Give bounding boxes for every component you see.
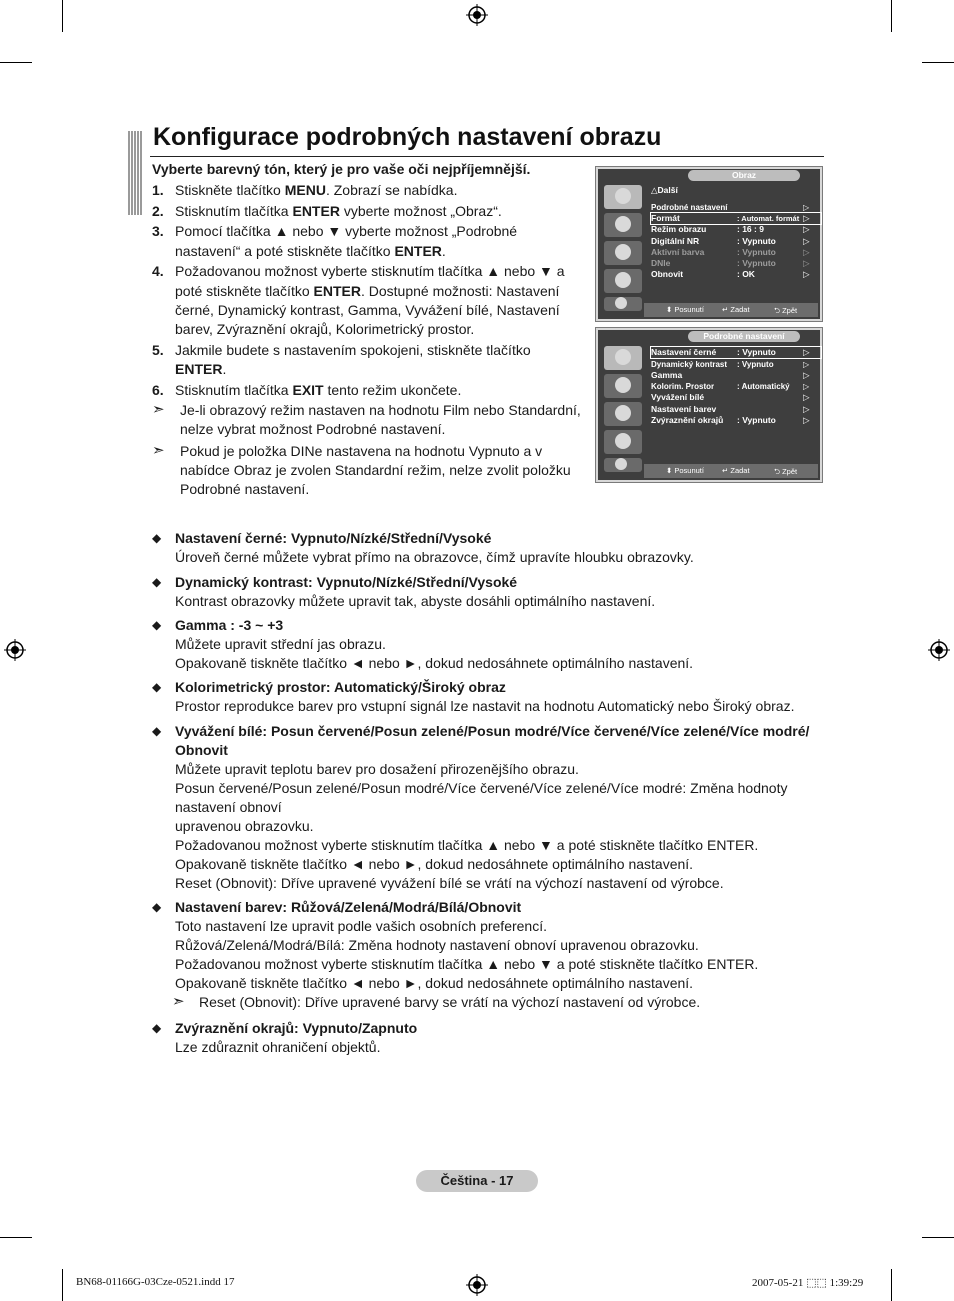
bullet-section: ◆ Vyvážení bílé: Posun červené/Posun zelené/Posun modré/Více červené/Více zelené/Více modré/ Obnovit Můžete upravit teplotu barev pro dosažení přirozenějšího obrazu. Posun červené/Posun zelené/Posun modré/Více červené/Více zelené/Více modré: Změna hodnoty nastavení obnoví upravenou obrazovku. Požadovanou možnost vyberte stisknutím tlačítka ▲ nebo ▼ a poté stiskněte tlačítko ENTER. Opakovaně tiskněte tlačítko ◄ nebo ►, dokud nedosáhnete optimálního nastavení. Reset (Obnovit): Dříve upravené vyvážení bílé se vrátí na výchozí nastavení od výrobce. — [152, 723, 810, 891]
step-item: 1. Stiskněte tlačítko MENU. Zobrazí se nabídka. — [152, 182, 458, 198]
step-item: 5. Jakmile budete s nastavením spokojeni, stiskněte tlačítko ENTER. — [152, 341, 531, 377]
input-icon — [604, 458, 642, 472]
bullet-section: ◆ Kolorimetrický prostor: Automatický/Široký obraz Prostor reprodukce barev pro vstupní signál lze nastavit na hodnotu Automatický nebo Široký obraz. — [152, 679, 795, 714]
osd-row[interactable]: Gamma ▷ — [651, 370, 810, 380]
page-number-pill: Čeština - 17 — [416, 1170, 538, 1192]
diamond-icon: ◆ — [152, 724, 162, 738]
title-accent-bar — [128, 131, 142, 215]
diamond-icon: ◆ — [152, 575, 162, 589]
note-arrow-icon: ➣ — [152, 401, 165, 419]
intro-text: Vyberte barevný tón, který je pro vaše oči nejpříjemnější. — [152, 161, 531, 177]
step-item: 3. Pomocí tlačítka ▲ nebo ▼ vyberte možnost „Podrobné nastavení“ a poté stiskněte tlačítko ENTER. — [152, 223, 518, 259]
channel-icon — [604, 241, 642, 265]
step-item: 4. Požadovanou možnost vyberte stisknutím tlačítka ▲ nebo ▼ a poté stiskněte tlačítko ENTER. Dostupné možnosti: Nastavení černé, Dynamický kontrast, Gamma, Vyvážení bílé, Nastavení barev, Zvýraznění okrajů, Kolorimetrický prostor. — [152, 263, 565, 337]
note-item: ➣ Je-li obrazový režim nastaven na hodnotu Film nebo Standardní, nelze vybrat možnost Podrobné nastavení. — [152, 401, 584, 439]
osd-row[interactable]: DNIe : Vypnuto ▷ — [651, 258, 810, 268]
bullet-section: ◆ Zvýraznění okrajů: Vypnuto/Zapnuto Lze zdůraznit ohraničení objektů. — [152, 1020, 418, 1055]
osd-row[interactable]: Zvýraznění okrajů : Vypnuto ▷ — [651, 415, 810, 425]
bullet-section: ◆ Dynamický kontrast: Vypnuto/Nízké/Střední/Vysoké Kontrast obrazovky můžete upravit tak, abyste dosáhli optimálního nastavení. — [152, 574, 656, 609]
osd-sidebar — [600, 171, 644, 301]
crop-mark — [891, 0, 892, 32]
osd-row[interactable]: Obnovit : OK ▷ — [651, 269, 810, 279]
osd-menu-obraz — [595, 166, 823, 322]
picture-icon — [604, 185, 642, 209]
crop-mark — [0, 1237, 32, 1238]
crop-mark — [62, 1269, 63, 1301]
bullet-section: ◆ Nastavení černé: Vypnuto/Nízké/Střední/Vysoké Úroveň černé můžete vybrat přímo na obrazovce, čímž upravíte hloubku obrazovky. — [152, 530, 694, 565]
setup-icon — [604, 430, 642, 454]
crop-mark — [922, 1237, 954, 1238]
osd-row[interactable]: Dynamický kontrast : Vypnuto ▷ — [651, 360, 810, 369]
crop-mark — [0, 62, 32, 63]
osd-row[interactable]: Nastavení barev ▷ — [651, 404, 810, 414]
osd-tab-title: Obraz — [688, 170, 800, 181]
osd-row[interactable]: Vyvážení bílé ▷ — [651, 392, 810, 402]
title-rule — [150, 156, 824, 157]
sound-icon — [604, 374, 642, 398]
osd-menu-podrobne — [595, 327, 823, 483]
osd-row[interactable]: Podrobné nastavení ▷ — [651, 203, 810, 212]
osd-sidebar — [600, 332, 644, 462]
step-item: 2. Stisknutím tlačítka ENTER vyberte možnost „Obraz“. — [152, 202, 502, 219]
osd-footer: ⬍ Posunutí ↵ Zadat ⮌ Zpět — [644, 464, 818, 478]
diamond-icon: ◆ — [152, 531, 162, 545]
osd-row-selected[interactable]: Nastavení černé : Vypnuto ▷ — [651, 347, 821, 358]
bullet-section: ◆ Gamma : -3 ~ +3 Můžete upravit střední jas obrazu. Opakovaně tiskněte tlačítko ◄ nebo ►, dokud nedosáhnete optimálního nastavení. — [152, 617, 694, 671]
registration-mark-icon — [466, 4, 488, 26]
setup-icon — [604, 269, 642, 293]
input-icon — [604, 297, 642, 311]
bullet-section: ◆ Nastavení barev: Růžová/Zelená/Modrá/Bílá/Obnovit Toto nastavení lze upravit podle vašich osobních preferencí. Růžová/Zelená/Modrá/Bílá: Změna hodnoty nastavení obnoví upravenou obrazovku. Požadovanou možnost vyberte stisknutím tlačítka ▲ nebo ▼ a poté stiskněte tlačítko ENTER. Opakovaně tiskněte tlačítko ◄ nebo ►, dokud nedosáhnete optimálního nastavení. ➣ Reset (Obnovit): Dříve upravené barvy se vrátí na výchozí nastavení od výrobce. — [152, 899, 759, 1010]
osd-row[interactable]: Aktivní barva : Vypnuto ▷ — [651, 247, 810, 257]
slug-date: 2007-05-21 ⬚⬚ 1:39:29 — [752, 1277, 864, 1289]
osd-tab-title: Podrobné nastavení — [688, 331, 800, 342]
osd-row[interactable]: Kolorim. Prostor : Automatický ▷ — [651, 382, 810, 391]
registration-mark-icon — [466, 1274, 488, 1296]
registration-mark-icon — [4, 639, 26, 661]
crop-mark — [62, 0, 63, 32]
channel-icon — [604, 402, 642, 426]
osd-row[interactable]: Digitální NR : Vypnuto ▷ — [651, 236, 810, 246]
sound-icon — [604, 213, 642, 237]
picture-icon — [604, 346, 642, 370]
osd-row-selected[interactable]: Formát : Automat. formát ▷ — [651, 213, 821, 224]
osd-row[interactable]: Režim obrazu : 16 : 9 ▷ — [651, 224, 810, 234]
steps-list — [152, 181, 584, 501]
note-arrow-icon: ➣ — [172, 993, 185, 1010]
step-item: 6. Stisknutím tlačítka EXIT tento režim ukončete. — [152, 381, 462, 398]
crop-mark — [922, 62, 954, 63]
note-item: ➣ Pokud je položka DINe nastavena na hodnotu Vypnuto a v nabídce Obraz je zvolen Standardní režim, nelze zvolit položku Podrobné nastavení. — [152, 442, 584, 500]
diamond-icon: ◆ — [152, 680, 162, 694]
slug-file: BN68-01166G-03Cze-0521.indd 17 — [76, 1276, 235, 1288]
osd-footer: ⬍ Posunutí ↵ Zadat ⮌ Zpět — [644, 303, 818, 317]
osd-row[interactable]: △Další — [651, 185, 678, 195]
crop-mark — [891, 1269, 892, 1301]
diamond-icon: ◆ — [152, 900, 162, 914]
page-title: Konfigurace podrobných nastavení obrazu — [153, 123, 662, 151]
note-arrow-icon: ➣ — [152, 441, 165, 459]
diamond-icon: ◆ — [152, 618, 162, 632]
diamond-icon: ◆ — [152, 1021, 162, 1035]
registration-mark-icon — [928, 639, 950, 661]
